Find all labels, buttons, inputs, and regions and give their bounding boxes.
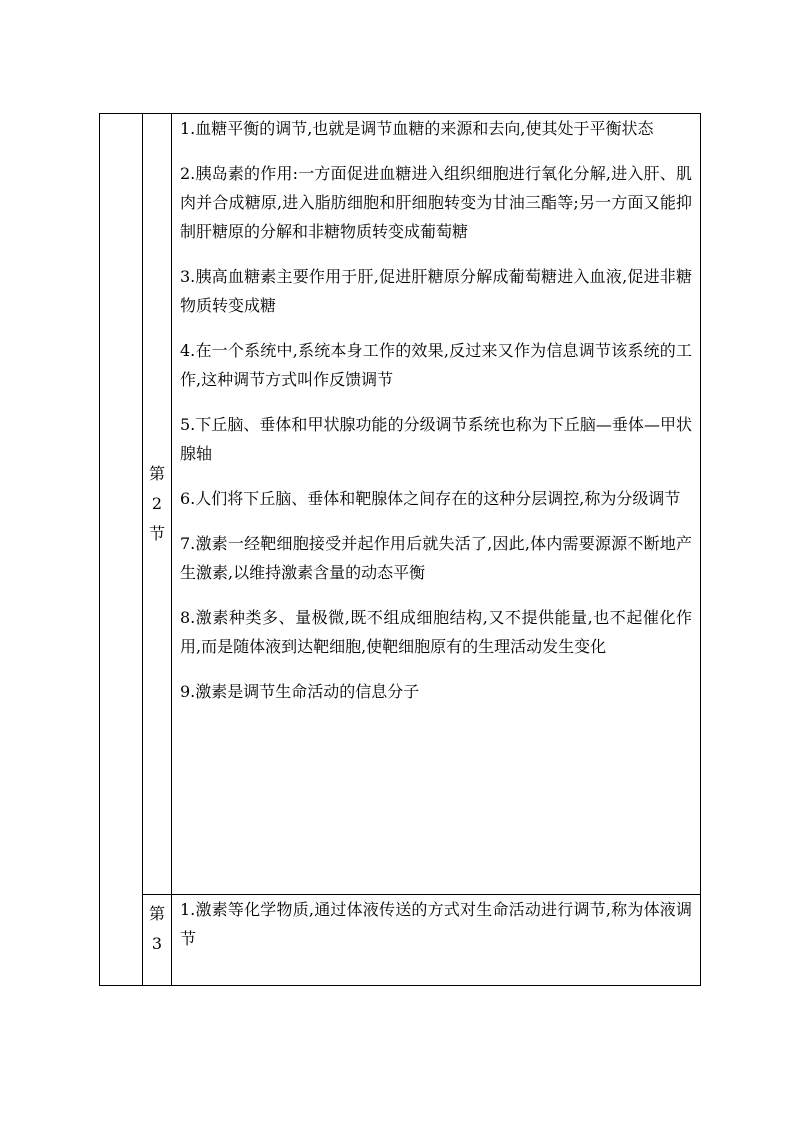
- list-item: 3.胰高血糖素主要作用于肝,促进肝糖原分解成葡萄糖进入血液,促进非糖物质转变成糖: [180, 267, 692, 315]
- section-2-content: [172, 114, 701, 895]
- section-label-char: 节: [148, 524, 165, 543]
- chapter-cell: [100, 114, 143, 986]
- list-item: 1.激素等化学物质,通过体液传送的方式对生命活动进行调节,称为体液调节: [180, 900, 692, 948]
- section-label-char: 第: [148, 464, 165, 483]
- list-item: 8.激素种类多、量极微,既不组成细胞结构,又不提供能量,也不起催化作用,而是随体液到达靶细胞,使靶细胞原有的生理活动发生变化: [180, 608, 692, 656]
- section-label-3: [143, 895, 172, 986]
- section-3-content: [172, 895, 701, 986]
- section-label-char: 2: [151, 494, 163, 513]
- section-label-char: 3: [151, 934, 163, 953]
- list-item: 4.在一个系统中,系统本身工作的效果,反过来又作为信息调节该系统的工作,这种调节方式叫作反馈调节: [180, 341, 692, 389]
- table-row: [100, 895, 701, 986]
- table-row: [100, 114, 701, 895]
- list-item: 9.激素是调节生命活动的信息分子: [180, 682, 420, 701]
- list-item: 2.胰岛素的作用:一方面促进血糖进入组织细胞进行氧化分解,进入肝、肌肉并合成糖原,进入脂肪细胞和肝细胞转变为甘油三酯等;另一方面又能抑制肝糖原的分解和非糖物质转变成葡萄糖: [180, 164, 692, 241]
- notes-table: [99, 113, 701, 986]
- section-label-char: 第: [148, 904, 165, 923]
- list-item: 6.人们将下丘脑、垂体和靶腺体之间存在的这种分层调控,称为分级调节: [180, 489, 681, 508]
- list-item: 7.激素一经靶细胞接受并起作用后就失活了,因此,体内需要源源不断地产生激素,以维持激素含量的动态平衡: [180, 534, 692, 582]
- section-label-2: [143, 114, 172, 895]
- list-item: 5.下丘脑、垂体和甲状腺功能的分级调节系统也称为下丘脑—垂体—甲状腺轴: [180, 415, 692, 463]
- list-item: 1.血糖平衡的调节,也就是调节血糖的来源和去向,使其处于平衡状态: [180, 119, 654, 138]
